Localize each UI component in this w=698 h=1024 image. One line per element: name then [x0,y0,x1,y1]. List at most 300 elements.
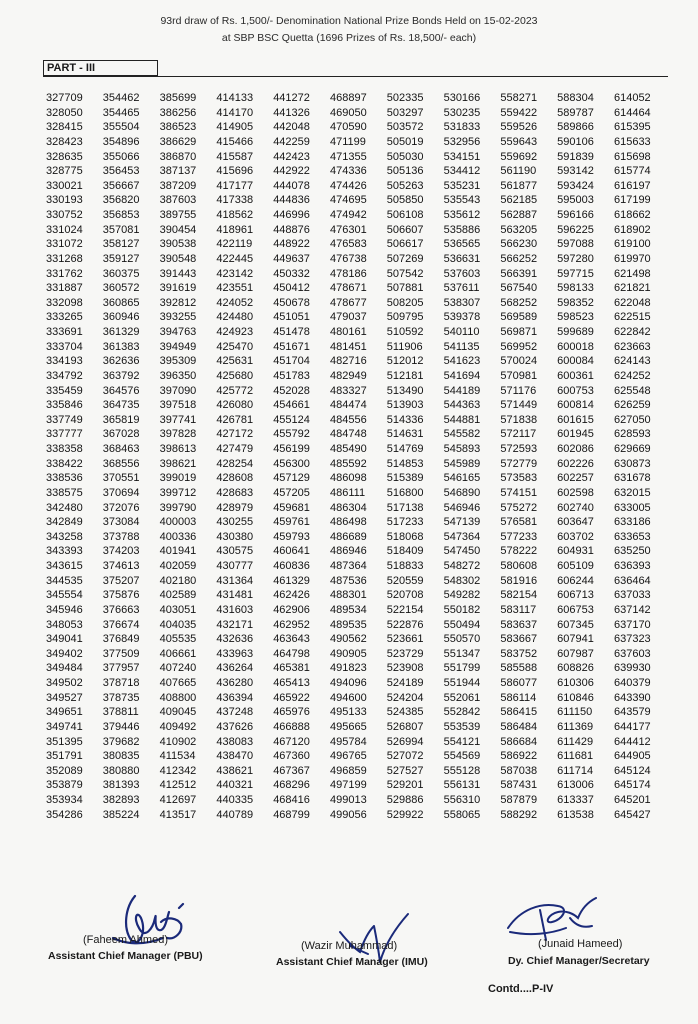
prize-number: 505030 [386,150,424,163]
prize-number: 438083 [216,735,254,748]
prize-number: 541623 [443,355,481,368]
prize-number: 552842 [443,706,481,719]
prize-number: 405535 [159,633,197,646]
prize-number: 618902 [613,223,651,236]
prize-number: 611714 [557,764,594,777]
part-divider [43,76,668,77]
prize-number: 524189 [386,677,424,689]
prize-number: 359127 [102,252,140,265]
prize-number: 428979 [216,501,254,514]
prize-number: 602226 [557,457,594,470]
prize-number: 480161 [329,326,367,338]
prize-number: 568252 [500,296,538,309]
prize-number: 611429 [557,735,594,748]
prize-number: 328423 [46,135,83,148]
prize-number: 362636 [102,355,140,368]
prize-number: 368556 [102,457,140,470]
prize-number: 559526 [500,121,538,134]
prize-number: 425772 [216,384,254,397]
prize-number: 600084 [557,355,594,368]
prize-number: 378811 [102,706,139,719]
prize-number: 360865 [102,296,140,309]
prize-number: 468799 [273,808,310,821]
prize-number: 637170 [613,618,651,631]
prize-number: 398621 [159,457,197,470]
prize-number: 412342 [159,764,197,777]
prize-number: 412697 [159,794,197,806]
prize-number: 397518 [159,399,197,412]
prize-number: 338422 [46,457,83,470]
prize-number: 495665 [329,720,367,733]
prize-number: 414905 [216,121,254,134]
number-column [444,91,501,822]
prize-number: 569871 [500,326,538,338]
prize-number: 343615 [46,560,83,572]
prize-number: 514769 [386,443,424,455]
prize-number: 608826 [557,662,594,675]
prize-number: 349502 [46,677,83,689]
prize-number: 386629 [159,135,197,148]
prize-number: 645427 [613,808,651,821]
prize-number: 495784 [329,735,367,748]
prize-number: 474695 [329,194,367,207]
prize-number: 619970 [613,252,651,265]
prize-number: 399790 [159,501,197,514]
prize-number: 354286 [46,808,83,821]
prize-number: 518833 [386,560,424,572]
number-column [216,91,273,822]
prize-number: 593424 [557,179,594,192]
prize-number: 335846 [46,399,83,412]
prize-number: 587431 [500,779,538,792]
prize-number: 386523 [159,121,197,134]
prize-number: 376663 [102,603,140,616]
prize-number: 591839 [557,150,594,163]
prize-number: 391619 [159,282,197,295]
prize-number: 354462 [102,92,140,104]
prize-number: 601945 [557,428,594,441]
prize-number: 544189 [443,384,481,397]
prize-number: 513490 [386,384,424,397]
prize-number: 444078 [273,179,310,192]
prize-number: 556310 [443,794,481,806]
prize-number: 599689 [557,326,594,338]
prize-number: 387137 [159,165,197,178]
prize-number: 442259 [273,135,310,148]
prize-number: 551347 [443,647,481,660]
prize-number: 613538 [557,808,594,821]
prize-number: 356453 [102,165,140,178]
prize-number: 633186 [613,516,651,529]
prize-number: 610306 [557,677,594,689]
prize-number: 380835 [102,750,140,763]
prize-number: 488301 [329,589,367,602]
prize-number: 372076 [102,501,140,514]
prize-number: 636464 [613,574,651,587]
part-label: PART - III [43,60,158,76]
prize-number: 508205 [386,296,424,309]
prize-number: 409045 [159,706,197,719]
prize-number: 622048 [613,296,651,309]
prize-number: 390548 [159,252,197,265]
prize-number: 358127 [102,238,140,251]
prize-number: 549282 [443,589,481,602]
prize-number: 589787 [557,106,594,119]
prize-number: 588292 [500,808,538,821]
prize-number: 547139 [443,516,481,529]
prize-number: 360946 [102,311,140,324]
prize-number: 643579 [613,706,651,719]
prize-number: 343393 [46,545,83,558]
prize-number: 485592 [329,457,367,470]
prize-number: 474942 [329,209,367,221]
prize-number: 395309 [159,355,197,368]
prize-number: 606753 [557,603,594,616]
prize-number: 425680 [216,369,254,382]
prize-number: 455792 [273,428,310,441]
prize-number: 402180 [159,574,197,587]
prize-number: 505019 [386,135,424,148]
prize-number: 330021 [46,179,83,192]
prize-number: 606244 [557,574,594,587]
prize-number: 345946 [46,603,83,616]
prize-number: 572117 [500,428,537,441]
prize-number: 505850 [386,194,424,207]
prize-number: 428608 [216,472,254,485]
prize-number: 589866 [557,121,594,134]
prize-number: 628593 [613,428,651,441]
prize-number: 361329 [102,326,140,338]
prize-number: 586684 [500,735,538,748]
prize-number: 567540 [500,282,538,295]
prize-number: 522154 [386,603,424,616]
prize-number: 376849 [102,633,140,646]
prize-number: 438621 [216,764,254,777]
prize-number: 407665 [159,677,197,689]
prize-number: 442423 [273,150,310,163]
continuation-note: Contd....P-IV [488,983,554,995]
prize-number: 426781 [216,413,254,426]
prize-number: 572779 [500,457,538,470]
prize-number: 507542 [386,267,424,280]
prize-number: 386870 [159,150,197,163]
prize-number: 566252 [500,252,538,265]
prize-number: 635250 [613,545,651,558]
prize-number: 613337 [557,794,594,806]
prize-number: 392812 [159,296,197,309]
prize-number: 394763 [159,326,197,338]
prize-number: 629669 [613,443,651,455]
prize-number: 486098 [329,472,367,485]
number-column [103,91,160,822]
prize-number: 425470 [216,340,254,353]
prize-number: 442048 [273,121,310,134]
prize-number: 390454 [159,223,197,236]
prize-number: 639930 [613,662,651,675]
prize-number: 331072 [46,238,83,251]
prize-number: 368463 [102,443,140,455]
prize-number: 512012 [386,355,424,368]
prize-number: 583117 [500,603,537,616]
prize-number: 611681 [557,750,594,763]
prize-number: 496765 [329,750,367,763]
prize-number: 587038 [500,764,538,777]
prize-number: 351395 [46,735,83,748]
prize-number: 600753 [557,384,594,397]
prize-number: 407240 [159,662,197,675]
prize-number: 451051 [273,311,310,324]
prize-number: 353879 [46,779,83,792]
prize-number: 540110 [443,326,480,338]
prize-number: 352089 [46,764,83,777]
prize-number: 331024 [46,223,83,236]
prize-number: 615698 [613,150,651,163]
prize-number: 484474 [329,399,367,412]
prize-number: 517138 [386,501,424,514]
prize-number: 622515 [613,311,651,324]
prize-number: 495133 [329,706,367,719]
prize-number: 337777 [46,428,83,441]
signatory-2-name: (Wazir Muhammad) [301,940,398,952]
prize-number: 403051 [159,603,197,616]
prize-number: 363792 [102,369,140,382]
prize-number: 569952 [500,340,538,353]
prize-number: 354896 [102,135,140,148]
prize-number: 637603 [613,647,651,660]
prize-number: 349651 [46,706,83,719]
prize-number: 462426 [273,589,310,602]
prize-number: 468897 [329,92,367,104]
prize-number: 514631 [386,428,424,441]
prize-number: 409492 [159,720,197,733]
prize-number: 457129 [273,472,310,485]
prize-number: 424923 [216,326,254,338]
prize-number: 474426 [329,179,367,192]
prize-number: 546890 [443,486,481,499]
prize-number: 507269 [386,252,424,265]
prize-number: 643390 [613,691,651,704]
prize-number: 468416 [273,794,310,806]
prize-number: 338575 [46,486,83,499]
prize-number: 374613 [102,560,140,572]
prize-number: 357081 [102,223,140,236]
prize-number: 328050 [46,106,83,119]
prize-number: 602257 [557,472,594,485]
prize-number: 376674 [102,618,140,631]
prize-number: 467367 [273,764,310,777]
prize-number: 547450 [443,545,481,558]
prize-number: 436280 [216,677,254,689]
prize-number: 604931 [557,545,594,558]
prize-number: 553539 [443,720,481,733]
number-column [160,91,217,822]
prize-number: 541694 [443,369,481,382]
prize-number: 588304 [557,92,594,104]
prize-number: 426080 [216,399,254,412]
prize-number: 554569 [443,750,481,763]
prize-number: 378735 [102,691,140,704]
prize-number: 441326 [273,106,310,119]
prize-number: 506617 [386,238,424,251]
header-line-1: 93rd draw of Rs. 1,500/- Denomination National Prize Bonds Held on 15-02-2023 [160,15,538,27]
prize-number: 614464 [613,106,651,119]
prize-number: 503297 [386,106,424,119]
prize-number: 415696 [216,165,254,178]
prize-number: 499013 [329,794,367,806]
prize-number: 625548 [613,384,651,397]
prize-number: 467360 [273,750,310,763]
prize-number: 364735 [102,399,140,412]
prize-number: 402589 [159,589,197,602]
prize-number: 471199 [329,135,366,148]
prize-number: 450412 [273,282,310,295]
prize-number: 582154 [500,589,538,602]
prize-number: 598352 [557,296,594,309]
prize-number: 342849 [46,516,83,529]
prize-number: 520708 [386,589,424,602]
prize-number: 518409 [386,545,424,558]
prize-number: 386256 [159,106,197,119]
prize-number: 512181 [386,369,424,382]
prize-number: 631678 [613,472,651,485]
prize-number: 373788 [102,530,140,543]
prize-number: 576581 [500,516,538,529]
prize-number: 374203 [102,545,140,558]
prize-number: 570024 [500,355,538,368]
prize-number: 335459 [46,384,83,397]
prize-number: 364576 [102,384,140,397]
prize-number: 547364 [443,530,481,543]
prize-number: 438470 [216,750,254,763]
prize-number: 361383 [102,340,140,353]
prize-number: 478671 [329,282,367,295]
prize-number: 511906 [386,340,423,353]
prize-number: 583752 [500,647,538,660]
prize-number: 624252 [613,369,651,382]
prize-number: 545893 [443,443,481,455]
prize-number: 406661 [159,647,197,660]
prize-number: 431603 [216,603,254,616]
prize-number: 587879 [500,794,538,806]
signatory-1-title: Assistant Chief Manager (PBU) [48,950,203,962]
prize-number: 354465 [102,106,140,119]
prize-number: 333265 [46,311,83,324]
prize-number: 527072 [386,750,424,763]
prize-number: 558065 [443,808,481,821]
prize-number: 482716 [329,355,367,368]
prize-numbers-grid [46,91,676,822]
prize-number: 424480 [216,311,254,324]
prize-number: 484748 [329,428,367,441]
prize-number: 432171 [216,618,254,631]
prize-number: 640379 [613,677,651,689]
prize-number: 466888 [273,720,310,733]
prize-number: 418562 [216,209,254,221]
prize-number: 556131 [443,779,481,792]
prize-number: 465976 [273,706,310,719]
prize-number: 328635 [46,150,83,163]
prize-number: 505136 [386,165,424,178]
prize-number: 550182 [443,603,481,616]
prize-number: 621821 [613,282,651,295]
prize-number: 427172 [216,428,254,441]
prize-number: 333704 [46,340,83,353]
prize-number: 422445 [216,252,254,265]
prize-number: 622842 [613,326,651,338]
prize-number: 550570 [443,633,481,646]
prize-number: 478186 [329,267,367,280]
prize-number: 644905 [613,750,651,763]
prize-number: 470590 [329,121,367,134]
prize-number: 515389 [386,472,424,485]
prize-number: 621498 [613,267,651,280]
prize-number: 442922 [273,165,310,178]
prize-number: 328415 [46,121,83,134]
prize-number: 586484 [500,720,538,733]
prize-number: 387209 [159,179,197,192]
number-column [557,91,614,822]
prize-number: 600018 [557,340,594,353]
prize-number: 484556 [329,413,367,426]
prize-number: 327709 [46,92,83,104]
prize-number: 534151 [443,150,481,163]
prize-number: 535612 [443,209,481,221]
prize-number: 345554 [46,589,83,602]
prize-number: 537603 [443,267,481,280]
prize-number: 496859 [329,764,367,777]
prize-number: 399712 [159,486,197,499]
prize-number: 573583 [500,472,538,485]
prize-number: 375876 [102,589,140,602]
prize-number: 487364 [329,560,367,572]
prize-number: 523729 [386,647,424,660]
prize-number: 427479 [216,443,254,455]
prize-number: 349402 [46,647,83,660]
prize-number: 355066 [102,150,140,163]
prize-number: 375207 [102,574,140,587]
number-column [614,91,671,822]
prize-number: 474336 [329,165,367,178]
prize-number: 494096 [329,677,367,689]
prize-number: 624143 [613,355,651,368]
prize-number: 566391 [500,267,538,280]
prize-number: 377957 [102,662,140,675]
prize-number: 479037 [329,311,367,324]
prize-number: 605109 [557,560,594,572]
prize-number: 583667 [500,633,538,646]
prize-number: 611150 [557,706,593,719]
prize-number: 506607 [386,223,424,236]
prize-number: 583637 [500,618,538,631]
prize-number: 606713 [557,589,594,602]
prize-number: 459793 [273,530,310,543]
prize-number: 506108 [386,209,424,221]
prize-number: 602598 [557,486,594,499]
prize-number: 532956 [443,135,481,148]
prize-number: 637033 [613,589,651,602]
prize-number: 535886 [443,223,481,236]
prize-number: 428683 [216,486,254,499]
number-column [330,91,387,822]
prize-number: 617199 [613,194,651,207]
prize-number: 597280 [557,252,594,265]
prize-number: 633005 [613,501,651,514]
prize-number: 348053 [46,618,83,631]
prize-number: 430255 [216,516,254,529]
prize-number: 597715 [557,267,594,280]
prize-number: 418961 [216,223,254,236]
prize-number: 644412 [613,735,651,748]
